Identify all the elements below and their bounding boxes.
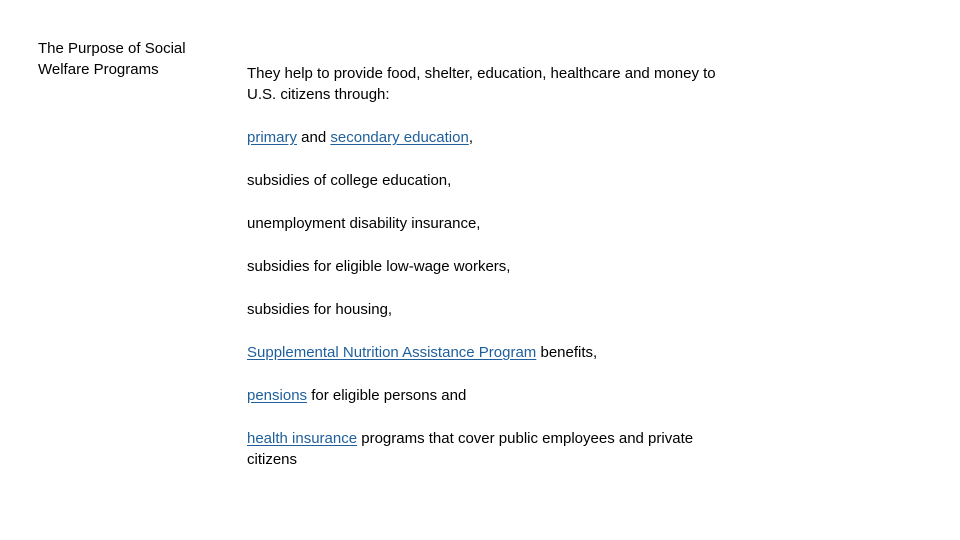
link-pensions[interactable]: pensions — [247, 387, 308, 404]
item-text: , — [468, 129, 473, 146]
slide-title: The Purpose of Social Welfare Programs — [38, 40, 186, 78]
item-text: benefits, — [536, 344, 598, 361]
item-text: and — [297, 129, 331, 146]
link-primary[interactable]: primary — [247, 129, 298, 146]
list-item — [247, 299, 727, 342]
item-text: subsidies for housing, — [247, 301, 393, 318]
link-secondary-education[interactable]: secondary education — [330, 129, 469, 146]
list-item — [247, 342, 727, 385]
list-item — [247, 127, 727, 170]
item-text: subsidies for eligible low-wage workers, — [247, 258, 511, 275]
link-snap[interactable]: Supplemental Nutrition Assistance Program — [247, 344, 537, 361]
item-text: for eligible persons and — [307, 387, 467, 404]
list-item — [247, 170, 727, 213]
list-item — [247, 213, 727, 256]
link-health-insurance[interactable]: health insurance — [247, 430, 358, 447]
item-text: unemployment disability insurance, — [247, 215, 481, 232]
intro-text: They help to provide food, shelter, education, healthcare and money to U.S. citizens through: — [247, 65, 716, 103]
item-text: programs that cover public employees and private citizens — [247, 430, 694, 468]
slide-body — [247, 63, 727, 470]
list-item — [247, 385, 727, 428]
item-text: subsidies of college education, — [247, 172, 452, 189]
list-item — [247, 428, 727, 470]
list-item — [247, 256, 727, 299]
